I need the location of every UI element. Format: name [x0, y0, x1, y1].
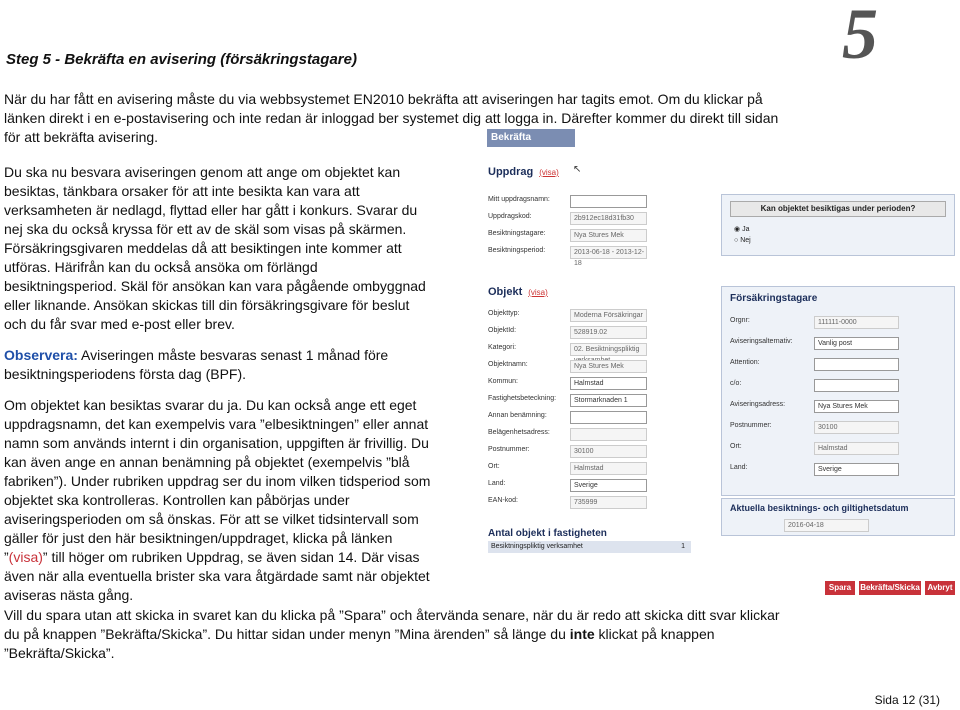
- question-title: Kan objektet besiktigas under perioden?: [730, 201, 946, 217]
- observe-line-2: besiktningsperiodens första dag (BPF).: [4, 366, 247, 382]
- objekt-field-label: Land:: [488, 480, 506, 487]
- objekt-visa-link[interactable]: (visa): [528, 288, 548, 297]
- fortag-field-value: Halmstad: [814, 442, 899, 455]
- uppdrag-visa-link[interactable]: (visa): [539, 168, 559, 177]
- para3-line: uppdragsnamn, det kan exempelvis vara ”elbesiktningen” eller annat: [4, 416, 429, 432]
- fortag-field-label: Attention:: [730, 359, 760, 366]
- fortag-field-value[interactable]: Vanlig post: [814, 337, 899, 350]
- outro-line-3: ”Bekräfta/Skicka”.: [4, 645, 115, 661]
- objekt-field-label: Kommun:: [488, 378, 518, 385]
- intro-line-1: När du har fått en avisering måste du via webbsystemet EN2010 bekräfta att aviseringen har tagits emot. Om du klickar på: [4, 91, 763, 107]
- antal-row: Besiktningspliktig verksamhet 1: [488, 541, 691, 553]
- fortag-panel: [721, 286, 955, 496]
- objekt-field-label: Kategori:: [488, 344, 517, 351]
- objekt-field-label: Ort:: [488, 463, 500, 470]
- para1-line: verksamheten är nedlagd, flyttad eller har gått i konkurs. Svarar du: [4, 202, 418, 218]
- objekt-field-value[interactable]: Stormarknaden 1: [570, 394, 647, 407]
- fortag-field-label: Aviseringsadress:: [730, 401, 786, 408]
- quote-open: ”: [4, 549, 9, 565]
- objekt-field-value: Halmstad: [570, 462, 647, 475]
- cursor-icon: ↖: [573, 164, 582, 175]
- objekt-field-value[interactable]: [570, 411, 647, 424]
- objekt-field-label: Objekttyp:: [488, 310, 520, 317]
- fortag-field-label: Land:: [730, 464, 748, 471]
- besiktningstagare-value: Nya Stures Mek: [570, 229, 647, 242]
- outro-bold: inte: [569, 626, 595, 642]
- screenshot-header: Bekräfta avisering: [487, 129, 575, 147]
- objekt-field-label: Fastighetsbeteckning:: [488, 395, 557, 402]
- para1-line: eller liknande. Ansökan skickas till din försäkringsgivare för beslut: [4, 297, 410, 313]
- objekt-field-value: Moderna Försäkringar: [570, 309, 647, 322]
- objekt-field-value: [570, 428, 647, 441]
- fortag-field-label: c/o:: [730, 380, 742, 387]
- avbryt-button[interactable]: Avbryt: [925, 581, 955, 595]
- objekt-field-label: Belägenhetsadress:: [488, 429, 550, 436]
- fortag-field-value[interactable]: Nya Stures Mek: [814, 400, 899, 413]
- outro-text: klickat på knappen: [594, 626, 715, 642]
- fortag-field-label: Ort:: [730, 443, 742, 450]
- para3-line: aviseringsperioden om så önskas. För att se vilket tidsintervall som: [4, 511, 419, 527]
- field-label: Besiktningsperiod:: [488, 247, 546, 254]
- aktuella-date: 2016-04-18: [784, 519, 869, 532]
- fortag-field-label: Postnummer:: [730, 422, 772, 429]
- objekt-field-value: 02. Besiktningspliktig: [570, 343, 647, 356]
- para3-line: kan även ange en annan benämning på objektet (exempelvis ”blå: [4, 454, 410, 470]
- para3-visa-line: [4, 548, 420, 567]
- objekt-field-label: ObjektId:: [488, 327, 517, 334]
- para1-line: besiktningsperiod. Skäl för ansökan kan vara pågående ombyggnad: [4, 278, 426, 294]
- fortag-field-value[interactable]: [814, 379, 899, 392]
- observe-label: Observera:: [4, 347, 78, 363]
- fortag-field-label: Orgnr:: [730, 317, 750, 324]
- radio-yes[interactable]: ◉ Ja: [734, 226, 750, 233]
- objekt-field-value: Nya Stures Mek: [570, 360, 647, 373]
- para1-line: nej ska du också kryssa för ett av de skäl som visas på skärmen.: [4, 221, 407, 237]
- visa-link[interactable]: (visa): [8, 549, 43, 565]
- para3-line: gäller för just den här besiktningen/uppdraget, klicka på länken: [4, 530, 393, 546]
- uppdragskod-value: 2b912ec18d31fb30: [570, 212, 647, 225]
- outro-text: du på knappen ”Bekräfta/Skicka”. Du hittar sidan under menyn ”Mina ärenden” så länge du: [4, 626, 570, 642]
- intro-line-2: länken direkt i en e-postavisering och inte redan är inloggad ber systemet dig att logga in. Därefter kommer du direkt till sidan: [4, 110, 779, 126]
- objekt-field-value[interactable]: Sverige: [570, 479, 647, 492]
- app-screenshot: [485, 126, 957, 600]
- para3-line: namn som används internt i din organisation, uppgiften är frivillig. Du: [4, 435, 429, 451]
- uppdragsnamn-input[interactable]: [570, 195, 647, 208]
- bekrafta-skicka-button[interactable]: Bekräfta/Skicka: [859, 581, 921, 595]
- aktuella-title: Aktuella besiktnings- och giltighetsdatum: [730, 503, 909, 513]
- para3-line: aviseras nästa gång.: [4, 587, 134, 603]
- para3-line: Om objektet kan besiktas svarar du ja. Du kan också ange ett eget: [4, 397, 417, 413]
- para3-line: objektet ska kontrolleras. Kontrollen kan påbörjas under: [4, 492, 350, 508]
- antal-title: Antal objekt i fastigheten: [488, 528, 607, 539]
- fortag-field-value: 30100: [814, 421, 899, 434]
- para3-line: fabriken”). Under rubriken uppdrag ser du inom vilken tidsperiod som: [4, 473, 431, 489]
- fortag-field-value[interactable]: [814, 358, 899, 371]
- objekt-field-label: EAN-kod:: [488, 497, 518, 504]
- spara-button[interactable]: Spara: [825, 581, 855, 595]
- objekt-field-label: Objektnamn:: [488, 361, 528, 368]
- objekt-title: Objekt (visa): [488, 286, 548, 298]
- fortag-field-value[interactable]: Sverige: [814, 463, 899, 476]
- objekt-field-value: 30100: [570, 445, 647, 458]
- para1-line: Försäkringsgivaren meddelas då att besiktingen inte kommer att: [4, 240, 402, 256]
- observe-text: Aviseringen måste besvaras senast 1 månad före: [77, 347, 389, 363]
- para3-line: även när alla eventuella brister ska vara åtgärdade samt när objektet: [4, 568, 430, 584]
- para1-line: besiktas, tänkbara orsaker för att inte besikta kan vara att: [4, 183, 360, 199]
- objekt-field-value[interactable]: Halmstad: [570, 377, 647, 390]
- aktuella-panel: [721, 498, 955, 536]
- question-box: [721, 194, 955, 256]
- outro-line-2: [4, 625, 715, 644]
- fortag-field-label: Aviseringsalternativ:: [730, 338, 793, 345]
- observe-line-1: [4, 346, 388, 365]
- radio-no[interactable]: ○ Nej: [734, 237, 751, 244]
- field-label: Besiktningstagare:: [488, 230, 546, 237]
- visa-line-text: ” till höger om rubriken Uppdrag, se även sidan 14. Där visas: [42, 549, 420, 565]
- field-label: Uppdragskod:: [488, 213, 532, 220]
- period-value: 2013-06-18 - 2013-12-18: [570, 246, 647, 259]
- fortag-title: Försäkringstagare: [730, 293, 818, 304]
- para1-line: Du ska nu besvara aviseringen genom att ange om objektet kan: [4, 164, 401, 180]
- outro-line-1: Vill du spara utan att skicka in svaret kan du klicka på ”Spara” och återvända senare, när du är redo att skicka ditt svar klickar: [4, 607, 780, 623]
- objekt-field-value: 528919.02: [570, 326, 647, 339]
- para1-line: och du får svar med e-post eller brev.: [4, 316, 235, 332]
- objekt-field-label: Postnummer:: [488, 446, 530, 453]
- fortag-field-value: 111111-0000: [814, 316, 899, 329]
- objekt-field-label: Annan benämning:: [488, 412, 547, 419]
- intro-line-3: för att bekräfta avisering.: [4, 129, 159, 145]
- para1-line: utföras. Härifrån kan du också ansöka om förlängd: [4, 259, 318, 275]
- step-number: 5: [842, 0, 878, 74]
- uppdrag-title: Uppdrag (visa): [488, 166, 559, 178]
- field-label: Mitt uppdragsnamn:: [488, 196, 550, 203]
- objekt-field-value: 735999: [570, 496, 647, 509]
- page-footer: Sida 12 (31): [874, 693, 940, 707]
- page-title: Steg 5 - Bekräfta en avisering (försäkringstagare): [6, 51, 357, 68]
